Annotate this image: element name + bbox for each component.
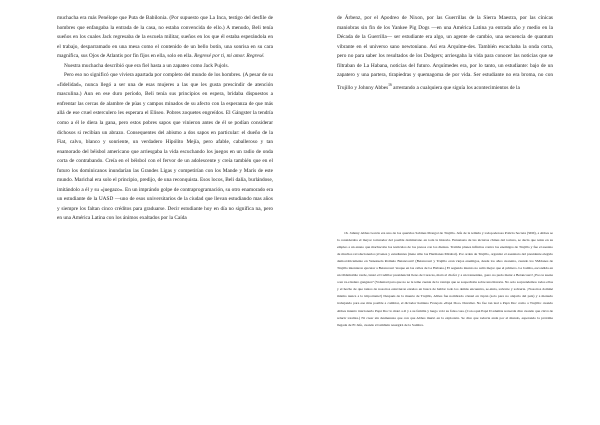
left-paragraph-3: Pero eso no significó que viviera apartada por completo del mundo de los hombres. (A pesar de su «fidelidad», nunca llegó a ser una de esas mujeres a las que les gusta prescindir de atención masculina.) Aun en ese duro período, Beli tenía sus principios en espera, bridaba dispuestos a enfrentar las cercas de alambre de púas y campos minados de su afecto con la esperanza de que más allá de ese cruel esterculero les esperara el Eliseo. Pobres zoquetes engreídos. El Gángster la tendría como a él le diera la gana, pero estos pobres sapos que vinieron antes de él se podían considerar dichosos si recibían un abrazo. Consequentes del abismo a dos sapos en particular: el dueño de la Fiat, calvo, blanco y sonriente, un verdadero Hipólito Mejía, pero afable, caballeroso y tan enamorado del béisbol americano que arriesgaba la vida escuchando los juegos en un radio de onda corta de contrabando. Creía en el béisbol con el fervor de un adolescente y creía también que en el futuro los dominicanos inundarían las Grandes Ligas y competirían con los Mande y Marís de este mundo. Marichal era solo el principio, predijo, de una reconquista. Esos locos, Beli dalía, burlándose, imitándolo a él y su «juegazo». En un imprándo golpe de contraprogramación, su otro enamorado era un estudiante de la UASD —uno de esos universitarios de la ciudad que llevan estudiando mas años y siempre los faltan cinco créditos para graduarse. Decir estudiante hoy en día no significa na, pero en una América Latina con los ánimos exaltados por la Caída xyxy=(57,72,273,222)
left-paragraph-1 xyxy=(57,14,273,62)
left-paragraph-1-text: muchacha era más Penélope que Puta de Babilonia. (Por supuesto que La Inca, testigo del desfile de hombres que enfangaba la entrada de la casa, no estaba convencida de ello.) A menudo, Beli tenía sueños en los cuales Jack regresaba de la escuela militar, sueños en los que él estaba esperándola en el trabajo, desparramado en una mesa como el contenido de un bello botín, una sonrisa en su cara magnífica, sus Ojos de Atlantis por fin fijos en ella, solo en ella. xyxy=(57,15,273,60)
right-paragraph-1-end: arrestando a cualquiera que siguía los acontecimientos de la xyxy=(391,84,520,91)
right-paragraph-1 xyxy=(337,14,553,93)
right-paragraph-1-text: de Árbenz, por el Apodreo de Nixon, por las Guerrillas de la Sierra Maestra, por las cínicas maniobras sin fin de los Yankee Pig Dogs —en una América Latina ya entrada año y medio en la Década de la Guerrilla— ser estudiante era algo, un agente de cambio, una secuencia de quantum vibrante en el universo sano newtoniano. Así era Arquíme-des. También escuchaba la onda corta, pero no para saber los resultados de los Dodgers; arriesgaba la vida para conocer las noticias que se filtraban de La Habana, noticias del futuro. Arquímedes era, por lo tanto, un estudiante: bajo de un zapatero y una partera, tirapiedras y quemagoma de por vida. Ser estudiante no era broma, no con Trujillo y Johnny Abbes xyxy=(337,15,553,91)
footnote-marker: 16 xyxy=(388,82,392,87)
left-paragraph-1-italic: Regresé por ti, mi amor. Regresé. xyxy=(194,53,265,60)
right-text-column xyxy=(337,14,553,93)
left-paragraph-2: Nuestra muchacha describió que era fiel hasta a un zapateo como Jack Pujols. xyxy=(64,62,229,69)
footnote: 16. Johnny Abbes García era uno de los queridos Sabinas Mongol de Trujillo. Jefe de la temida y todopoderosa Policía Secreta (SIM), a Abbes se la consideraba el mayor torturador del posible dominicano en toda la historia. Entusiasta de las técnicas chinas del tortura, se decía que tenía en su empleo a un enano que machacaba los testículos de los presos con los dientes. Tramba planes infinitos contra los enemigos de Trujillo y fue el asesino de muchos revolucionarios jóvenes y estudiantes (tiene allio las Hermanas Mirabal). Por orden de Trujillo, organizó el asesinato del presidente elegido democráticamente en Venezuela Rómulo Betancourt! (Betancourt y Trujillo eran viejos enemigos, desde los años cuarenta, cuando los SMdones de Trujillo intentaron ejecutar a Betancourt 'ataque en las calles de La Habana.) El segundo intento no salió mejor que el primero. La bomba, escondida en un Oldsmobile verde, lanzó el Cadillac presidencial lleno de Caracas, mató al chofer y a un transeúnte, ¡pero no pudo matar a Betancourt! ¿Eso te suena a un ve-rdadero gangster? (Voluntad para que no se le teme cuenta de la ventaja que se sospechaba sobre una historia. No solo sorprendemos todos ellos y el hecho de que tantos de nosotros estuvieron enrelos en busca de hablar todo los demás encuentra, se-sinia, salvarte y sobrería. ¡Nosotros dominé mismo nunca a lo importante!) Después de la muerte de Trujillo, Abbes fue nombrado cónsul en Japón (solo para no alejarlo del país) y a menudo trabajando para ese más posible a cambiar, el dictador haitiano François «Papá Doc» Duvalier. No fue tan leal a Papá Doc como a Trujillo: cuando Abbes intentó traicionarlo Papá Doc lo mató a él y a su familia y luego voló su falsa casa. (Con oqué Papá D además recuerda dice cuando que clavó de relucir totaliza.) Ni creer sin desmenuza que con que Abbes murió en la explosión. Se dice que todavía anda por el mundo, esperando la próxima llegada de El Jefe, cuando él también resurgirá de la Sombra. xyxy=(337,231,553,327)
left-text-column xyxy=(57,14,273,224)
